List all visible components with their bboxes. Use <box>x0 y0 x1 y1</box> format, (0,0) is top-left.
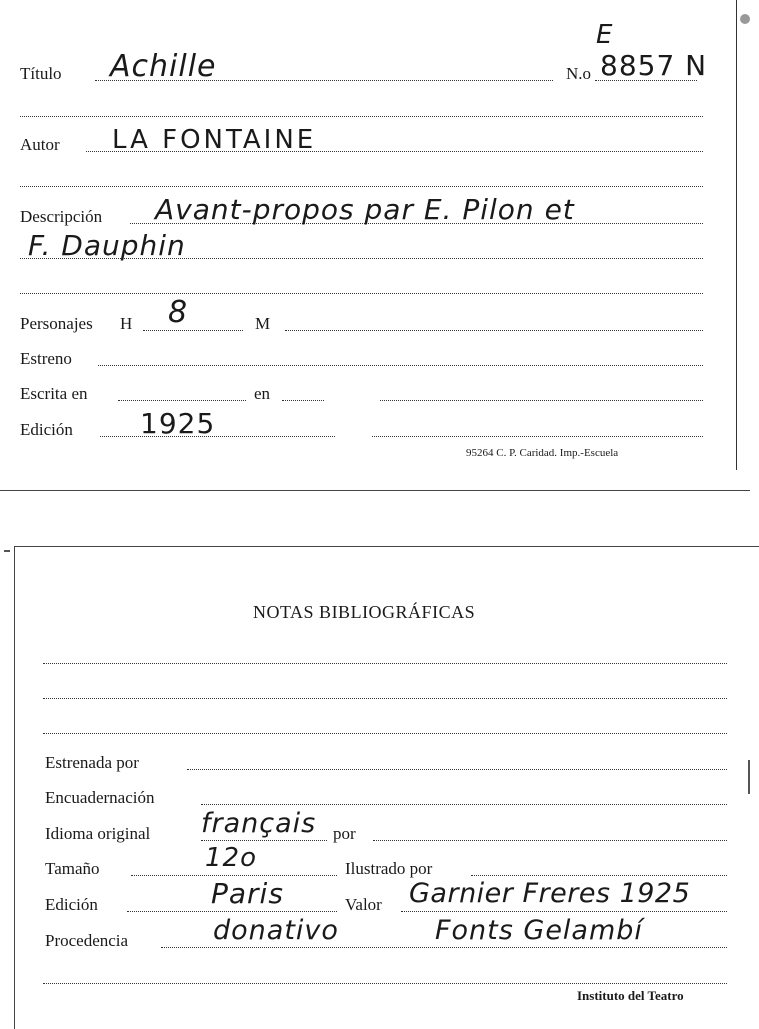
back-edicion-value: Paris <box>211 877 284 910</box>
catalog-card-front <box>0 0 737 470</box>
blank-line <box>20 186 703 187</box>
tamano-value: 12o <box>205 843 257 873</box>
institution-footer: Instituto del Teatro <box>577 988 684 1003</box>
descripcion-label: Descripción <box>20 207 103 226</box>
descripcion-value-line1: Avant-propos par E. Pilon et <box>155 193 575 226</box>
printer-imprint: 95264 C. P. Caridad. Imp.-Escuela <box>466 447 619 459</box>
titulo-value: Achille <box>110 49 217 84</box>
descripcion-value-line2: F. Dauphin <box>28 229 186 262</box>
valor-line <box>401 911 727 912</box>
autor-value: LA FONTAINE <box>112 125 317 155</box>
encuadernacion-line <box>201 804 727 805</box>
card-separator <box>0 490 750 491</box>
edicion-line <box>100 436 335 437</box>
notas-line-2 <box>43 698 727 699</box>
idioma-line <box>201 840 327 841</box>
escrita-en-label: en <box>254 384 271 403</box>
ilustrado-label: Ilustrado por <box>345 859 433 878</box>
procedencia-line <box>161 947 727 948</box>
stamp-letter: E <box>596 20 614 50</box>
valor-value: Garnier Freres 1925 <box>409 878 691 909</box>
estrenada-label: Estrenada por <box>45 753 139 772</box>
escrita-label: Escrita en <box>20 384 88 403</box>
encuadernacion-label: Encuadernación <box>45 788 155 807</box>
catalog-card-back <box>14 546 759 1029</box>
personajes-m-line <box>285 330 703 331</box>
notas-heading: NOTAS BIBLIOGRÁFICAS <box>253 602 476 622</box>
estrenada-line <box>187 769 727 770</box>
idioma-label: Idioma original <box>45 824 151 843</box>
estreno-label: Estreno <box>20 349 72 368</box>
scan-speck <box>740 14 750 24</box>
valor-label: Valor <box>345 895 382 914</box>
idioma-value: français <box>201 808 317 839</box>
personajes-m-label: M <box>255 314 271 333</box>
scan-speck <box>748 760 750 794</box>
notas-bottom-line <box>43 983 727 984</box>
notas-line-3 <box>43 733 727 734</box>
escrita-extra-line <box>380 400 703 401</box>
personajes-h-line <box>143 330 243 331</box>
blank-line <box>20 116 703 117</box>
idioma-por-label: por <box>333 824 356 843</box>
procedencia-label: Procedencia <box>45 931 129 950</box>
numero-label: N.o <box>566 64 592 83</box>
edicion-extra-line <box>372 436 703 437</box>
procedencia-value: donativo <box>213 915 339 946</box>
back-edicion-line <box>127 911 337 912</box>
titulo-label: Título <box>20 64 62 83</box>
edicion-label: Edición <box>20 420 73 439</box>
tamano-line <box>131 875 337 876</box>
tamano-label: Tamaño <box>45 859 100 878</box>
numero-value: 8857 N <box>600 49 708 82</box>
idioma-por-line <box>373 840 727 841</box>
personajes-label: Personajes <box>20 314 93 333</box>
escrita-line <box>118 400 246 401</box>
procedencia-value-2: Fonts Gelambí <box>435 915 643 946</box>
back-edicion-label: Edición <box>45 895 98 914</box>
personajes-h-label: H <box>120 314 133 333</box>
escrita-en-line <box>282 400 324 401</box>
scan-speck <box>4 550 10 552</box>
edicion-value: 1925 <box>140 407 216 440</box>
notas-line-1 <box>43 663 727 664</box>
estreno-line <box>98 365 703 366</box>
personajes-h-value: 8 <box>168 295 189 330</box>
autor-label: Autor <box>20 135 60 154</box>
ilustrado-line <box>471 875 727 876</box>
blank-line <box>20 293 703 294</box>
